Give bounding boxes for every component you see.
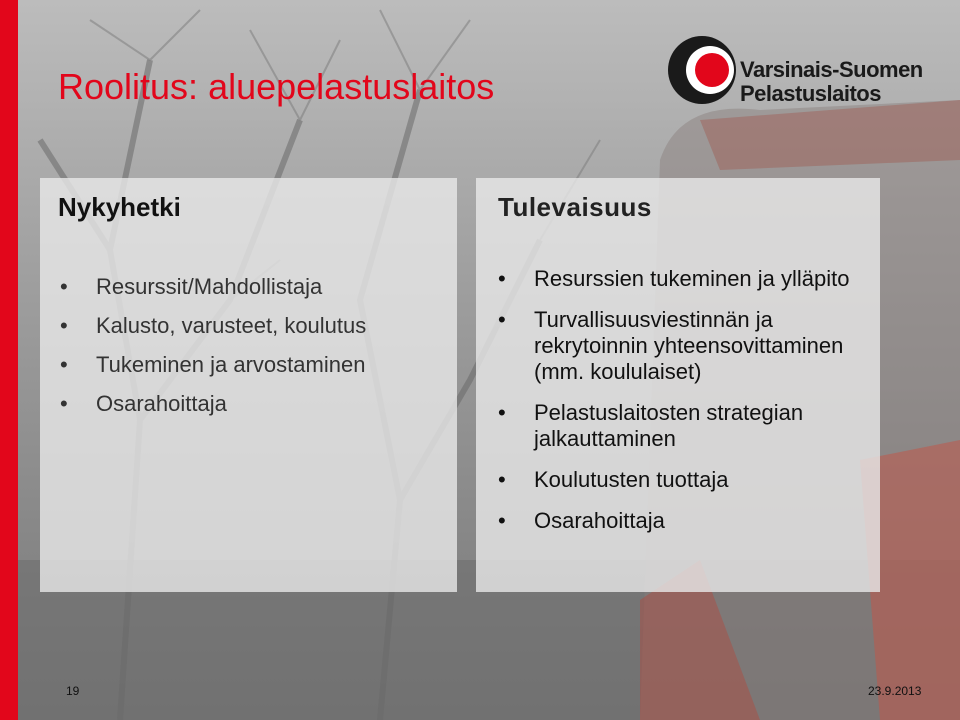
current-list [58,274,448,430]
current-heading: Nykyhetki [58,192,181,222]
list-item: • Resurssien tukeminen ja ylläpito [498,266,850,291]
future-panel [476,178,880,592]
slide-title: Roolitus: aluepelastuslaitos [58,66,495,107]
future-list [496,266,876,549]
logo-line-2: Pelastuslaitos [740,81,881,106]
bullet-icon: • [498,307,506,332]
current-panel [40,178,457,592]
logo-text [740,58,923,106]
list-item: • Tukeminen ja arvostaminen [60,352,366,377]
bullet-icon: • [498,400,506,425]
list-item: • Turvallisuusviestinnän ja rekrytoinnin yhteensovittaminen (mm. koululaiset) [498,307,844,384]
slide-date: 23.9.2013 [868,684,922,698]
logo-line-1: Varsinais-Suomen [740,57,923,82]
list-item: • Koulutusten tuottaja [498,467,729,492]
list-item: • Osarahoittaja [498,508,665,533]
page-number: 19 [66,684,80,698]
bullet-icon: • [60,391,68,416]
bullet-icon: • [498,508,506,533]
accent-bar [0,0,18,720]
future-heading: Tulevaisuus [498,192,652,222]
bullet-icon: • [60,352,68,377]
bullet-icon: • [498,467,506,492]
list-item: • Kalusto, varusteet, koulutus [60,313,367,338]
bullet-icon: • [60,313,68,338]
list-item: • Osarahoittaja [60,391,227,416]
list-item: • Resurssit/Mahdollistaja [60,274,323,299]
list-item: • Pelastuslaitosten strategian jalkauttaminen [498,400,804,451]
bullet-icon: • [60,274,68,299]
bullet-icon: • [498,266,506,291]
